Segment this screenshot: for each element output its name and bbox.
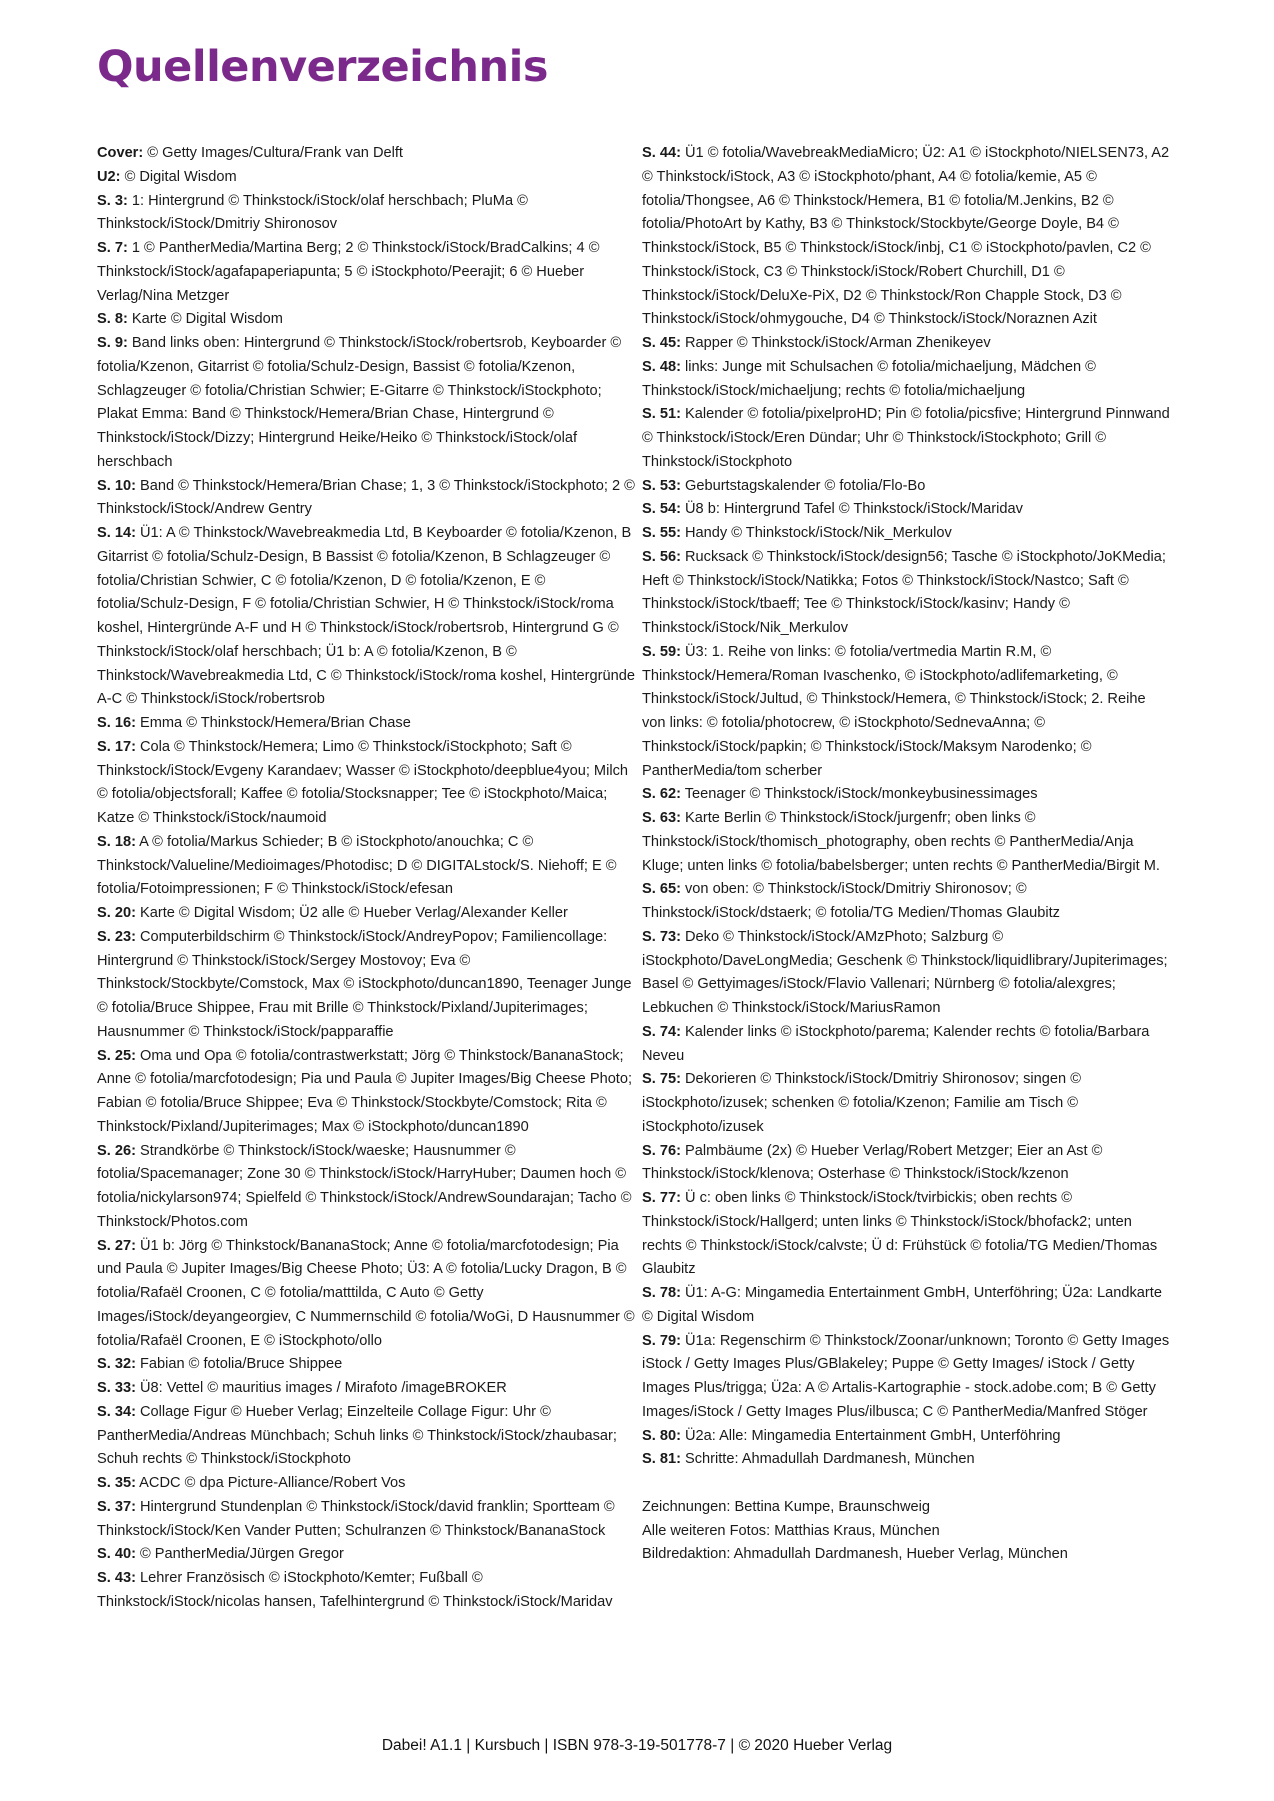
credit-entry: S. 7: 1 © PantherMedia/Martina Berg; 2 © Thinkstock/iStock/BradCalkins; 4 © Thinkstock/iStock/agafapaperiapunta; 5 © iStockphoto/Peerajit; 6 © Hueber Verlag/Nina Metzger: [97, 240, 600, 304]
left-column: [97, 142, 637, 1615]
right-column: [642, 142, 1172, 1567]
credit-entry: S. 56: Rucksack © Thinkstock/iStock/design56; Tasche © iStockphoto/JoKMedia; Heft © Thinkstock/iStock/Natikka; Fotos © Thinkstock/iStock/Nastco; Saft © Thinkstock/iStock/tbaeff; Tee © Thinkstock/iStock/kasinv; Handy © Thinkstock/iStock/Nik_Merkulov: [642, 548, 1166, 636]
credit-line-picture-editing: Bildredaktion: Ahmadullah Dardmanesh, Hueber Verlag, München: [642, 1546, 1068, 1563]
credit-entry: S. 79: Ü1a: Regenschirm © Thinkstock/Zoonar/unknown; Toronto © Getty Images iStock / Getty Images Plus/GBlakeley; Puppe © Getty Images/ iStock / Getty Images Plus/trigga; Ü2a: A © Artalis-Kartographie - stock.adobe.com; B © Getty Images/iStock / Getty Images Plus/ilbusca; C © PantherMedia/Manfred Stöger: [642, 1332, 1170, 1420]
credit-line-drawings: Zeichnungen: Bettina Kumpe, Braunschweig: [642, 1498, 930, 1515]
credit-entry: S. 73: Deko © Thinkstock/iStock/AMzPhoto; Salzburg © iStockphoto/DaveLongMedia; Geschenk © Thinkstock/liquidlibrary/Jupiterimages; Basel © Gettyimages/iStock/Flavio Vallenari; Nürnberg © fotolia/alexgres; Lebkuchen © Thinkstock/iStock/MariusRamon: [642, 928, 1168, 1016]
credit-entry: S. 27: Ü1 b: Jörg © Thinkstock/BananaStock; Anne © fotolia/marcfotodesign; Pia und Paula © Jupiter Images/Big Cheese Photo; Ü3: A © fotolia/Lucky Dragon, B © fotolia/Rafaël Croonen, C © fotolia/matttilda, C Auto © Getty Images/iStock/deyangeorgiev, C Nummernschild © fotolia/WoGi, D Hausnummer © fotolia/Rafaël Croonen, E © iStockphoto/ollo: [97, 1237, 635, 1349]
credit-entry: S. 78: Ü1: A-G: Mingamedia Entertainment GmbH, Unterföhring; Ü2a: Landkarte © Digital Wisdom: [642, 1285, 1162, 1325]
credit-entry: S. 37: Hintergrund Stundenplan © Thinkstock/iStock/david franklin; Sportteam © Thinkstock/iStock/Ken Vander Putten; Schulranzen © Thinkstock/BananaStock: [97, 1498, 615, 1539]
credit-entry: U2: © Digital Wisdom: [97, 168, 237, 185]
credit-entry: S. 48: links: Junge mit Schulsachen © fotolia/michaeljung, Mädchen © Thinkstock/iStock/michaeljung; rechts © fotolia/michaeljung: [642, 358, 1096, 399]
credit-entry: S. 76: Palmbäume (2x) © Hueber Verlag/Robert Metzger; Eier an Ast © Thinkstock/iStock/klenova; Osterhase © Thinkstock/iStock/kzenon: [642, 1142, 1103, 1183]
credit-entry: S. 40: © PantherMedia/Jürgen Gregor: [97, 1546, 344, 1563]
credit-entry: S. 51: Kalender © fotolia/pixelproHD; Pin © fotolia/picsfive; Hintergrund Pinnwand © Thinkstock/iStock/Eren Dündar; Uhr © Thinkstock/iStockphoto; Grill © Thinkstock/iStockphoto: [642, 406, 1170, 470]
page-footer: Dabei! A1.1 | Kursbuch | ISBN 978-3-19-501778-7 | © 2020 Hueber Verlag: [381, 1737, 893, 1754]
credit-entry: S. 23: Computerbildschirm © Thinkstock/iStock/AndreyPopov; Familiencollage: Hintergrund © Thinkstock/iStock/Sergey Mostovoy; Eva © Thinkstock/Stockbyte/Comstock, Max © iStockphoto/duncan1890, Teenager Junge © fotolia/Bruce Shippee, Frau mit Brille © Thinkstock/Pixland/Jupiterimages; Hausnummer © Thinkstock/iStock/papparaffie: [97, 928, 632, 1040]
credit-entry: S. 26: Strandkörbe © Thinkstock/iStock/waeske; Hausnummer © fotolia/Spacemanager; Zone 30 © Thinkstock/iStock/HarryHuber; Daumen hoch © fotolia/nickylarson974; Spielfeld © Thinkstock/iStock/AndrewSoundarajan; Tacho © Thinkstock/Photos.com: [97, 1142, 632, 1230]
credit-entry: S. 16: Emma © Thinkstock/Hemera/Brian Chase: [97, 715, 411, 731]
credit-entry: S. 20: Karte © Digital Wisdom; Ü2 alle © Hueber Verlag/Alexander Keller: [97, 905, 568, 921]
credit-entry: S. 75: Dekorieren © Thinkstock/iStock/Dmitriy Shironosov; singen © iStockphoto/izusek; schenken © fotolia/Kzenon; Familie am Tisch © iStockphoto/izusek: [642, 1071, 1081, 1135]
credit-entry: S. 54: Ü8 b: Hintergrund Tafel © Thinkstock/iStock/Maridav: [642, 501, 1023, 518]
credit-entry: S. 32: Fabian © fotolia/Bruce Shippee: [97, 1356, 343, 1373]
credit-entry: S. 17: Cola © Thinkstock/Hemera; Limo © Thinkstock/iStockphoto; Saft © Thinkstock/iStock/Evgeny Karandaev; Wasser © iStockphoto/deepblue4you; Milch © fotolia/objectsforall; Kaffee © fotolia/Stocksnapper; Tee © iStockphoto/Maica; Katze © Thinkstock/iStock/naumoid: [97, 738, 628, 826]
page-title: Quellenverzeichnis: [97, 42, 548, 92]
credit-line-photos: Alle weiteren Fotos: Matthias Kraus, München: [642, 1522, 940, 1539]
credit-entry: S. 80: Ü2a: Alle: Mingamedia Entertainment GmbH, Unterföhring: [642, 1427, 1061, 1444]
credit-entry: S. 18: A © fotolia/Markus Schieder; B © iStockphoto/anouchka; C © Thinkstock/Valueline/Medioimages/Photodisc; D © DIGITALstock/S. Niehoff; E © fotolia/Fotoimpressionen; F © Thinkstock/iStock/efesan: [97, 833, 617, 898]
credit-entry: Cover: © Getty Images/Cultura/Frank van Delft: [97, 145, 403, 161]
credit-entry: S. 43: Lehrer Französisch © iStockphoto/Kemter; Fußball © Thinkstock/iStock/nicolas hansen, Tafelhintergrund © Thinkstock/iStock/Maridav: [97, 1570, 613, 1610]
credit-entry: S. 53: Geburtstagskalender © fotolia/Flo-Bo: [642, 477, 926, 494]
credit-entry: S. 63: Karte Berlin © Thinkstock/iStock/jurgenfr; oben links © Thinkstock/iStock/thomisch_photography, oben rechts © PantherMedia/Anja Kluge; unten links © fotolia/babelsberger; unten rechts © PantherMedia/Birgit M.: [642, 810, 1160, 874]
credit-entry: S. 62: Teenager © Thinkstock/iStock/monkeybusinessimages: [642, 786, 1038, 803]
credit-entry: S. 8: Karte © Digital Wisdom: [97, 311, 283, 328]
credit-entry: S. 45: Rapper © Thinkstock/iStock/Arman Zhenikeyev: [642, 335, 991, 351]
credit-entry: S. 14: Ü1: A © Thinkstock/Wavebreakmedia Ltd, B Keyboarder © fotolia/Kzenon, B Gitarrist © fotolia/Schulz-Design, B Bassist © fotolia/Kzenon, B Schlagzeuger © fotolia/Christian Schwier, C © fotolia/Kzenon, D © fotolia/Kzenon, E © fotolia/Schulz-Design, F © fotolia/Christian Schwier, H © Thinkstock/iStock/roma koshel, Hintergründe A-F und H © Thinkstock/iStock/robertsrob, Hintergrund G © Thinkstock/iStock/olaf herschbach; Ü1 b: A © fotolia/Kzenon, B © Thinkstock/Wavebreakmedia Ltd, C © Thinkstock/iStock/roma koshel, Hintergründe A-C © Thinkstock/iStock/robertsrob: [97, 525, 635, 708]
credit-entry: S. 55: Handy © Thinkstock/iStock/Nik_Merkulov: [642, 525, 952, 541]
credit-entry: S. 9: Band links oben: Hintergrund © Thinkstock/iStock/robertsrob, Keyboarder © fotolia/Kzenon, Gitarrist © fotolia/Schulz-Design, Bassist © fotolia/Kzenon, Schlagzeuger © fotolia/Christian Schwier; E-Gitarre © Thinkstock/iStockphoto; Plakat Emma: Band © Thinkstock/Hemera/Brian Chase, Hintergrund © Thinkstock/iStock/Dizzy; Hintergrund Heike/Heiko © Thinkstock/iStock/olaf herschbach: [97, 335, 622, 470]
credit-entry: S. 3: 1: Hintergrund © Thinkstock/iStock/olaf herschbach; PluMa © Thinkstock/iStock/Dmitriy Shironosov: [97, 192, 528, 233]
credit-entry: S. 65: von oben: © Thinkstock/iStock/Dmitriy Shironosov; © Thinkstock/iStock/dstaerk; © fotolia/TG Medien/Thomas Glaubitz: [642, 881, 1060, 921]
credit-entry: S. 59: Ü3: 1. Reihe von links: © fotolia/vertmedia Martin R.M, © Thinkstock/Hemera/Roman Ivaschenko, © iStockphoto/adlifemarketing, © Thinkstock/iStock/Jultud, © Thinkstock/Hemera, © Thinkstock/iStock; 2. Reihe von links: © fotolia/photocrew, © iStockphoto/SednevaAnna; © Thinkstock/iStock/papkin; © Thinkstock/iStock/Maksym Narodenko; © PantherMedia/tom scherber: [642, 643, 1146, 779]
credit-entry: S. 44: Ü1 © fotolia/WavebreakMediaMicro; Ü2: A1 © iStockphoto/NIELSEN73, A2 © Thinkstock/iStock, A3 © iStockphoto/phant, A4 © fotolia/kemie, A5 © fotolia/Thongsee, A6 © Thinkstock/Hemera, B1 © fotolia/M.Jenkins, B2 © fotolia/PhotoArt by Kathy, B3 © Thinkstock/Stockbyte/George Doyle, B4 © Thinkstock/iStock, B5 © Thinkstock/iStock/inbj, C1 © iStockphoto/pavlen, C2 © Thinkstock/iStock, C3 © Thinkstock/iStock/Robert Churchill, D1 © Thinkstock/iStock/DeluXe-PiX, D2 © Thinkstock/Ron Chapple Stock, D3 © Thinkstock/iStock/ohmygouche, D4 © Thinkstock/iStock/Noraznen Azit: [642, 145, 1170, 328]
credit-entry: S. 35: ACDC © dpa Picture-Alliance/Robert Vos: [97, 1475, 406, 1491]
credit-entry: S. 34: Collage Figur © Hueber Verlag; Einzelteile Collage Figur: Uhr © PantherMedia/Andreas Münchbach; Schuh links © Thinkstock/iStock/zhaubasar; Schuh rechts © Thinkstock/iStockphoto: [97, 1403, 617, 1468]
credit-entry: S. 77: Ü c: oben links © Thinkstock/iStock/tvirbickis; oben rechts © Thinkstock/iStock/Hallgerd; unten links © Thinkstock/iStock/bhofack2; unten rechts © Thinkstock/iStock/calvste; Ü d: Frühstück © fotolia/TG Medien/Thomas Glaubitz: [642, 1190, 1158, 1278]
credit-entry: S. 81: Schritte: Ahmadullah Dardmanesh, München: [642, 1451, 975, 1468]
credit-entry: S. 25: Oma und Opa © fotolia/contrastwerkstatt; Jörg © Thinkstock/BananaStock; Anne © fotolia/marcfotodesign; Pia und Paula © Jupiter Images/Big Cheese Photo; Fabian © fotolia/Bruce Shippee; Eva © Thinkstock/Stockbyte/Comstock; Rita © Thinkstock/Pixland/Jupiterimages; Max © iStockphoto/duncan1890: [97, 1047, 633, 1135]
credit-entry: S. 74: Kalender links © iStockphoto/parema; Kalender rechts © fotolia/Barbara Neveu: [642, 1023, 1150, 1064]
general-credits: [642, 1496, 1172, 1567]
credit-entry: S. 33: Ü8: Vettel © mauritius images / Mirafoto /imageBROKER: [97, 1380, 507, 1396]
credit-entry: S. 10: Band © Thinkstock/Hemera/Brian Chase; 1, 3 © Thinkstock/iStockphoto; 2 © Thinkstock/iStock/Andrew Gentry: [97, 477, 635, 518]
